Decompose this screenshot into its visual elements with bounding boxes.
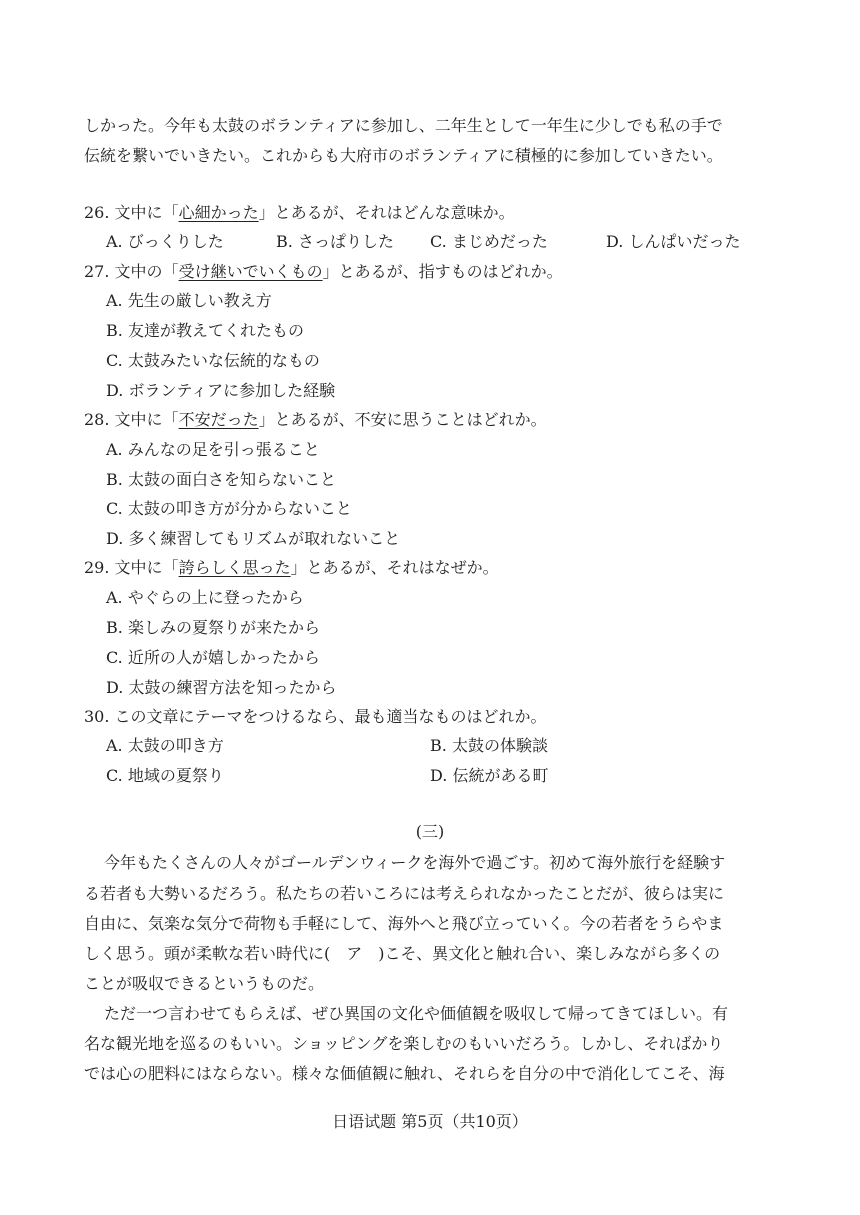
question-number: 30. <box>84 707 110 726</box>
question-suffix: 」とあるが、指すものはどれか。 <box>322 262 563 281</box>
section-heading: (三) <box>415 822 445 841</box>
question-suffix: 」とあるが、それはどんな意味か。 <box>258 203 515 222</box>
question-29 <box>84 558 499 578</box>
question-number: 28. <box>84 410 110 429</box>
passage-line: では心の肥料にはならない。様々な価値観に触れ、それらを自分の中で消化してこそ、海 <box>84 1064 725 1083</box>
option-d: D. 伝統がある町 <box>430 766 549 785</box>
passage-line: 伝統を繋いでいきたい。これからも大府市のボランティアに積極的に参加していきたい。 <box>84 146 723 165</box>
question-prefix: 文中に「 <box>114 558 179 577</box>
option-c: C. 地域の夏祭り <box>106 766 224 785</box>
underlined-quote: 誇らしく思った <box>178 558 291 577</box>
option-a: A. やぐらの上に登ったから <box>106 588 304 607</box>
option-b: B. 太鼓の体験談 <box>430 736 548 755</box>
option-a: A. びっくりした <box>106 232 224 251</box>
option-d: D. しんぱいだった <box>606 232 741 251</box>
option-b: B. 友達が教えてくれたもの <box>106 321 304 340</box>
option-b: B. 太鼓の面白さを知らないこと <box>106 470 336 489</box>
underlined-quote: 不安だった <box>178 410 259 429</box>
underlined-quote: 心細かった <box>178 203 259 222</box>
option-a: A. みんなの足を引っ張ること <box>106 440 320 459</box>
option-b: B. さっぱりした <box>276 232 394 251</box>
page-footer: 日语试题 第5页（共10页） <box>332 1112 528 1131</box>
option-a: A. 太鼓の叩き方 <box>106 736 224 755</box>
option-d: D. 太鼓の練習方法を知ったから <box>106 678 337 697</box>
option-c: C. まじめだった <box>430 232 548 251</box>
passage-line: ことが吸収できるというものだ。 <box>84 974 325 993</box>
question-suffix: 」とあるが、不安に思うことはどれか。 <box>258 410 547 429</box>
option-d: D. ボランティアに参加した経験 <box>106 381 336 400</box>
question-number: 26. <box>84 203 110 222</box>
question-text: この文章にテーマをつけるなら、最も適当なものはどれか。 <box>114 707 547 726</box>
passage-line: る若者も大勢いるだろう。私たちの若いころには考えられなかったことだが、彼らは実に <box>84 884 725 903</box>
option-d: D. 多く練習してもリズムが取れないこと <box>106 529 401 548</box>
question-30 <box>84 707 547 727</box>
option-c: C. 太鼓みたいな伝統的なもの <box>106 351 320 370</box>
passage-line: 自由に、気楽な気分で荷物も手軽にして、海外へと飛び立っていく。今の若者をうらやま <box>84 914 724 933</box>
option-c: C. 太鼓の叩き方が分からないこと <box>106 499 352 518</box>
question-prefix: 文中の「 <box>114 262 179 281</box>
question-prefix: 文中に「 <box>114 203 179 222</box>
passage-line: 名な観光地を巡るのもいい。ショッピングを楽しむのもいいだろう。しかし、そればかり <box>84 1034 724 1053</box>
passage-line: 今年もたくさんの人々がゴールデンウィークを海外で過ごす。初めて海外旅行を経験す <box>104 853 726 872</box>
passage-line: しかった。今年も太鼓のボランティアに参加し、二年生として一年生に少しでも私の手で <box>84 116 723 135</box>
passage-line: ただ一つ言わせてもらえば、ぜひ異国の文化や価値観を吸収して帰ってきてほしい。有 <box>104 1004 729 1023</box>
passage-line: しく思う。頭が柔軟な若い時代に( ア )こそ、異文化と触れ合い、楽しみながら多くの <box>84 944 721 963</box>
question-28 <box>84 410 547 430</box>
question-26 <box>84 203 515 223</box>
option-a: A. 先生の厳しい教え方 <box>106 291 272 310</box>
option-c: C. 近所の人が嬉しかったから <box>106 648 320 667</box>
question-27 <box>84 262 563 282</box>
question-number: 29. <box>84 558 110 577</box>
option-b: B. 楽しみの夏祭りが来たから <box>106 618 320 637</box>
question-prefix: 文中に「 <box>114 410 179 429</box>
question-suffix: 」とあるが、それはなぜか。 <box>290 558 499 577</box>
underlined-quote: 受け継いでいくもの <box>178 262 323 281</box>
question-number: 27. <box>84 262 110 281</box>
